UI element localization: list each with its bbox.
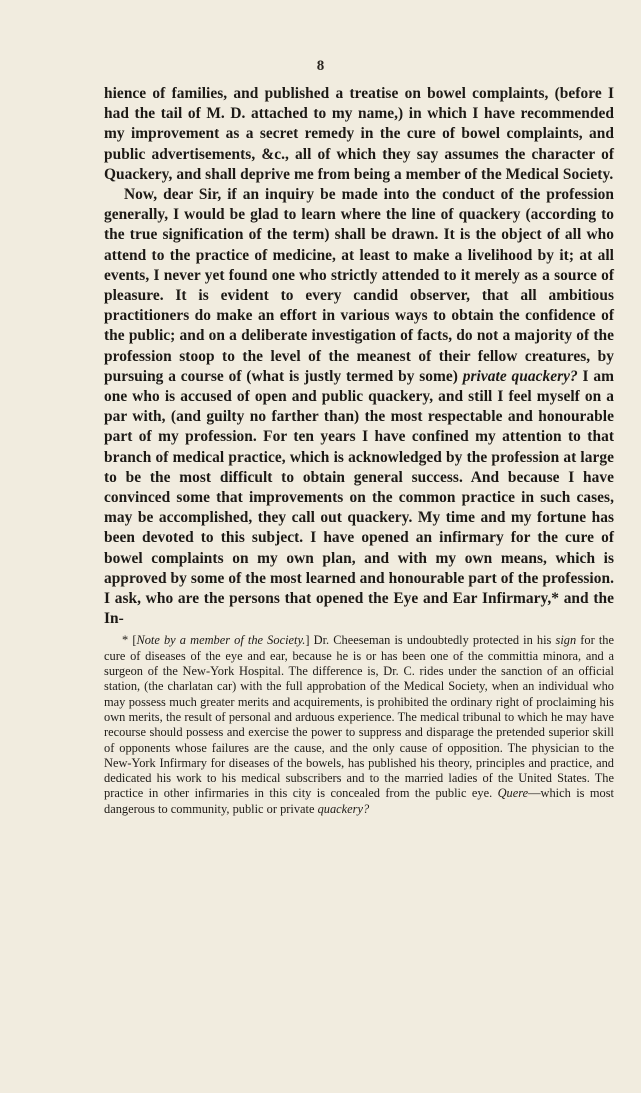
text-run: I am one who is accused of open and public quackery, and still I feel myself on a par with, (and guilty no farther than) the most respectable and honourable part of my profession. For ten years I have confined my attention to that branch of medical practice, which is acknowledged by the profession at large to be the most difficult to obtain general success. And because I have convinced some that improvements on the common practice in such cases, may be accomplished, they call out quackery. My time and my fortune has been devoted to this subject. I have opened an infirmary for the cure of bowel complaints on my own plan, and with my own means, which is approved by some of the most learned and honourable part of the profession. I ask, who are the persons that opened the Eye and Ear Infirmary,* and the In- — [104, 367, 615, 628]
text-column — [104, 84, 614, 817]
body-paragraph — [104, 84, 614, 185]
italic-run: private quackery? — [462, 367, 578, 385]
italic-run: sign — [555, 633, 577, 648]
text-run: ] Dr. Cheeseman is undoubtedly protected in his — [305, 633, 556, 648]
text-run: for the cure of diseases of the eye and ear, because he is or has been one of the committia minora, and a surgeon of the New-York Hospital. The difference is, Dr. C. rides under the sanction of an official station, (the charlatan car) with the full approbation of the Medical Society, when an individual who may possess much greater merits and acquirements, is prohibited the ordinary right of proclaiming his own merits, the result of personal and arduous experience. The medical tribunal to which he may have recourse should possess and exercise the power to suppress and disparage the pretended superior skill of opponents whose failures are the cause, and the only cause of opposition. The physician to the New-York Infirmary for diseases of the bowels, has published his theory, principles and practice, and dedicated his work to his medical subscribers and to the married ladies of the United States. The practice in other infirmaries in this city is concealed from the public eye. — [104, 633, 615, 801]
text-run: hience of families, and published a treatise on bowel complaints, (before I had the tail of M. D. attached to my name,) in which I have recommended my improvement as a secret remedy in the cure of bowel complaints, and public advertisements, &c., all of which they say assumes the character of Quackery, and shall deprive me from being a member of the Medical Society. — [104, 85, 614, 183]
text-run: Now, dear Sir, if an inquiry be made into the conduct of the profession generally, I would be glad to learn where the line of quackery (according to the true signification of the term) shall be drawn. It is the object of all who attend to the practice of medicine, at least to make a livelihood by it; at all events, I never yet found one who strictly attended to it merely as a source of pleasure. It is evident to every candid observer, that all ambitious practitioners do make an effort in various ways to obtain the confidence of the public; and on a deliberate investigation of facts, do not a majority of the profession stoop to the level of the meanest of their fellow creatures, by pursuing a course of (what is justly termed by some) — [104, 186, 614, 385]
body-paragraph — [104, 185, 614, 629]
italic-run: Quere — [497, 786, 529, 801]
page-number: 8 — [316, 58, 325, 74]
text-run: —which is most dangerous to community, public or private — [104, 786, 614, 816]
footnote — [104, 633, 614, 817]
text-run: * [ — [122, 633, 137, 648]
italic-run: Note by a member of the Society. — [136, 633, 306, 648]
italic-run: quackery? — [317, 801, 370, 816]
